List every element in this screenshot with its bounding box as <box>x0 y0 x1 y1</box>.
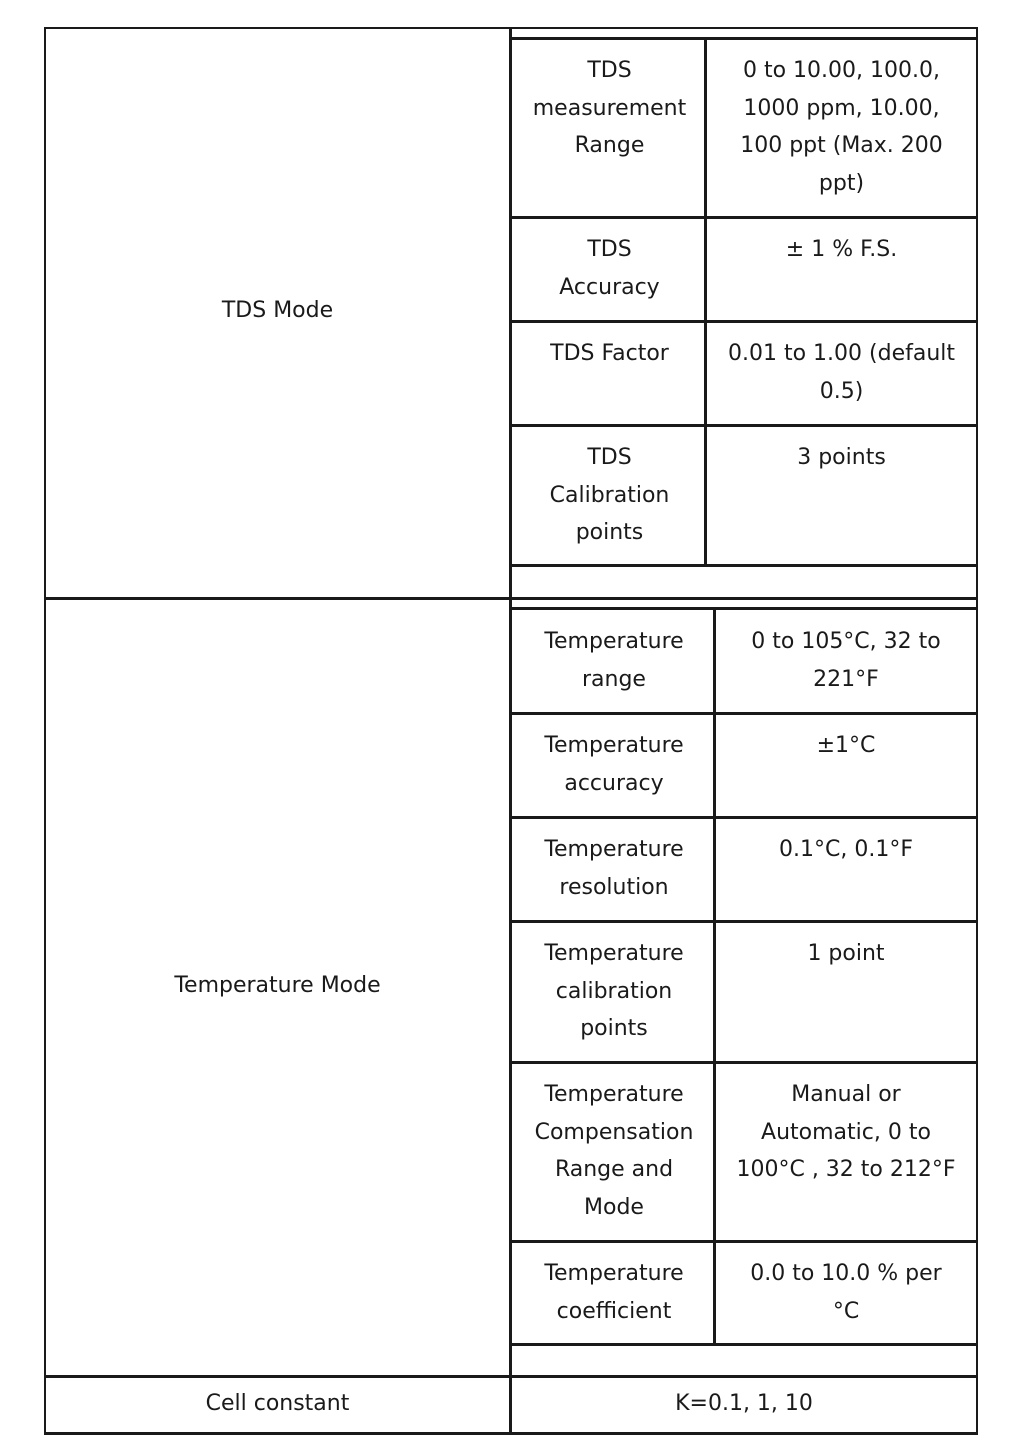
section-label-tds-mode: TDS Mode <box>221 298 334 323</box>
param-value: 0 to 105°C, 32 to 221°F <box>751 629 941 692</box>
param-value: 0.01 to 1.00 (default 0.5) <box>727 341 956 404</box>
column-divider <box>509 27 512 1435</box>
param-label: TDS Accuracy <box>559 237 660 300</box>
param-value: 0 to 10.00, 100.0, 1000 ppm, 10.00, 100 ppt (Max. 200 ppt) <box>740 58 943 196</box>
param-value: 3 points <box>797 445 886 470</box>
param-label: Temperature range <box>544 629 684 692</box>
table-border-right <box>976 27 978 1435</box>
section-label-temperature-mode: Temperature Mode <box>174 973 381 998</box>
param-label: Temperature accuracy <box>544 733 684 796</box>
param-label: Temperature calibration points <box>544 941 684 1041</box>
param-label: Temperature resolution <box>544 837 684 900</box>
param-label: TDS Factor <box>550 341 669 366</box>
footer-divider <box>44 1375 978 1378</box>
param-value: 1 point <box>807 941 885 966</box>
param-value: Manual or Automatic, 0 to 100°C , 32 to 212°F <box>736 1082 956 1182</box>
param-value: 0.1°C, 0.1°F <box>779 837 913 862</box>
param-label: TDS Calibration points <box>549 445 670 545</box>
footer-label: Cell constant <box>205 1391 350 1416</box>
table-border-left <box>44 27 46 1435</box>
param-label: Temperature coefficient <box>544 1261 684 1324</box>
footer-value: K=0.1, 1, 10 <box>675 1391 813 1416</box>
param-label: TDS measurement Range <box>532 58 687 158</box>
section-divider <box>44 597 978 600</box>
param-label: Temperature Compensation Range and Mode <box>534 1082 694 1220</box>
param-value: 0.0 to 10.0 % per °C <box>750 1261 942 1324</box>
param-value: ± 1 % F.S. <box>785 237 898 262</box>
param-value: ±1°C <box>816 733 876 758</box>
